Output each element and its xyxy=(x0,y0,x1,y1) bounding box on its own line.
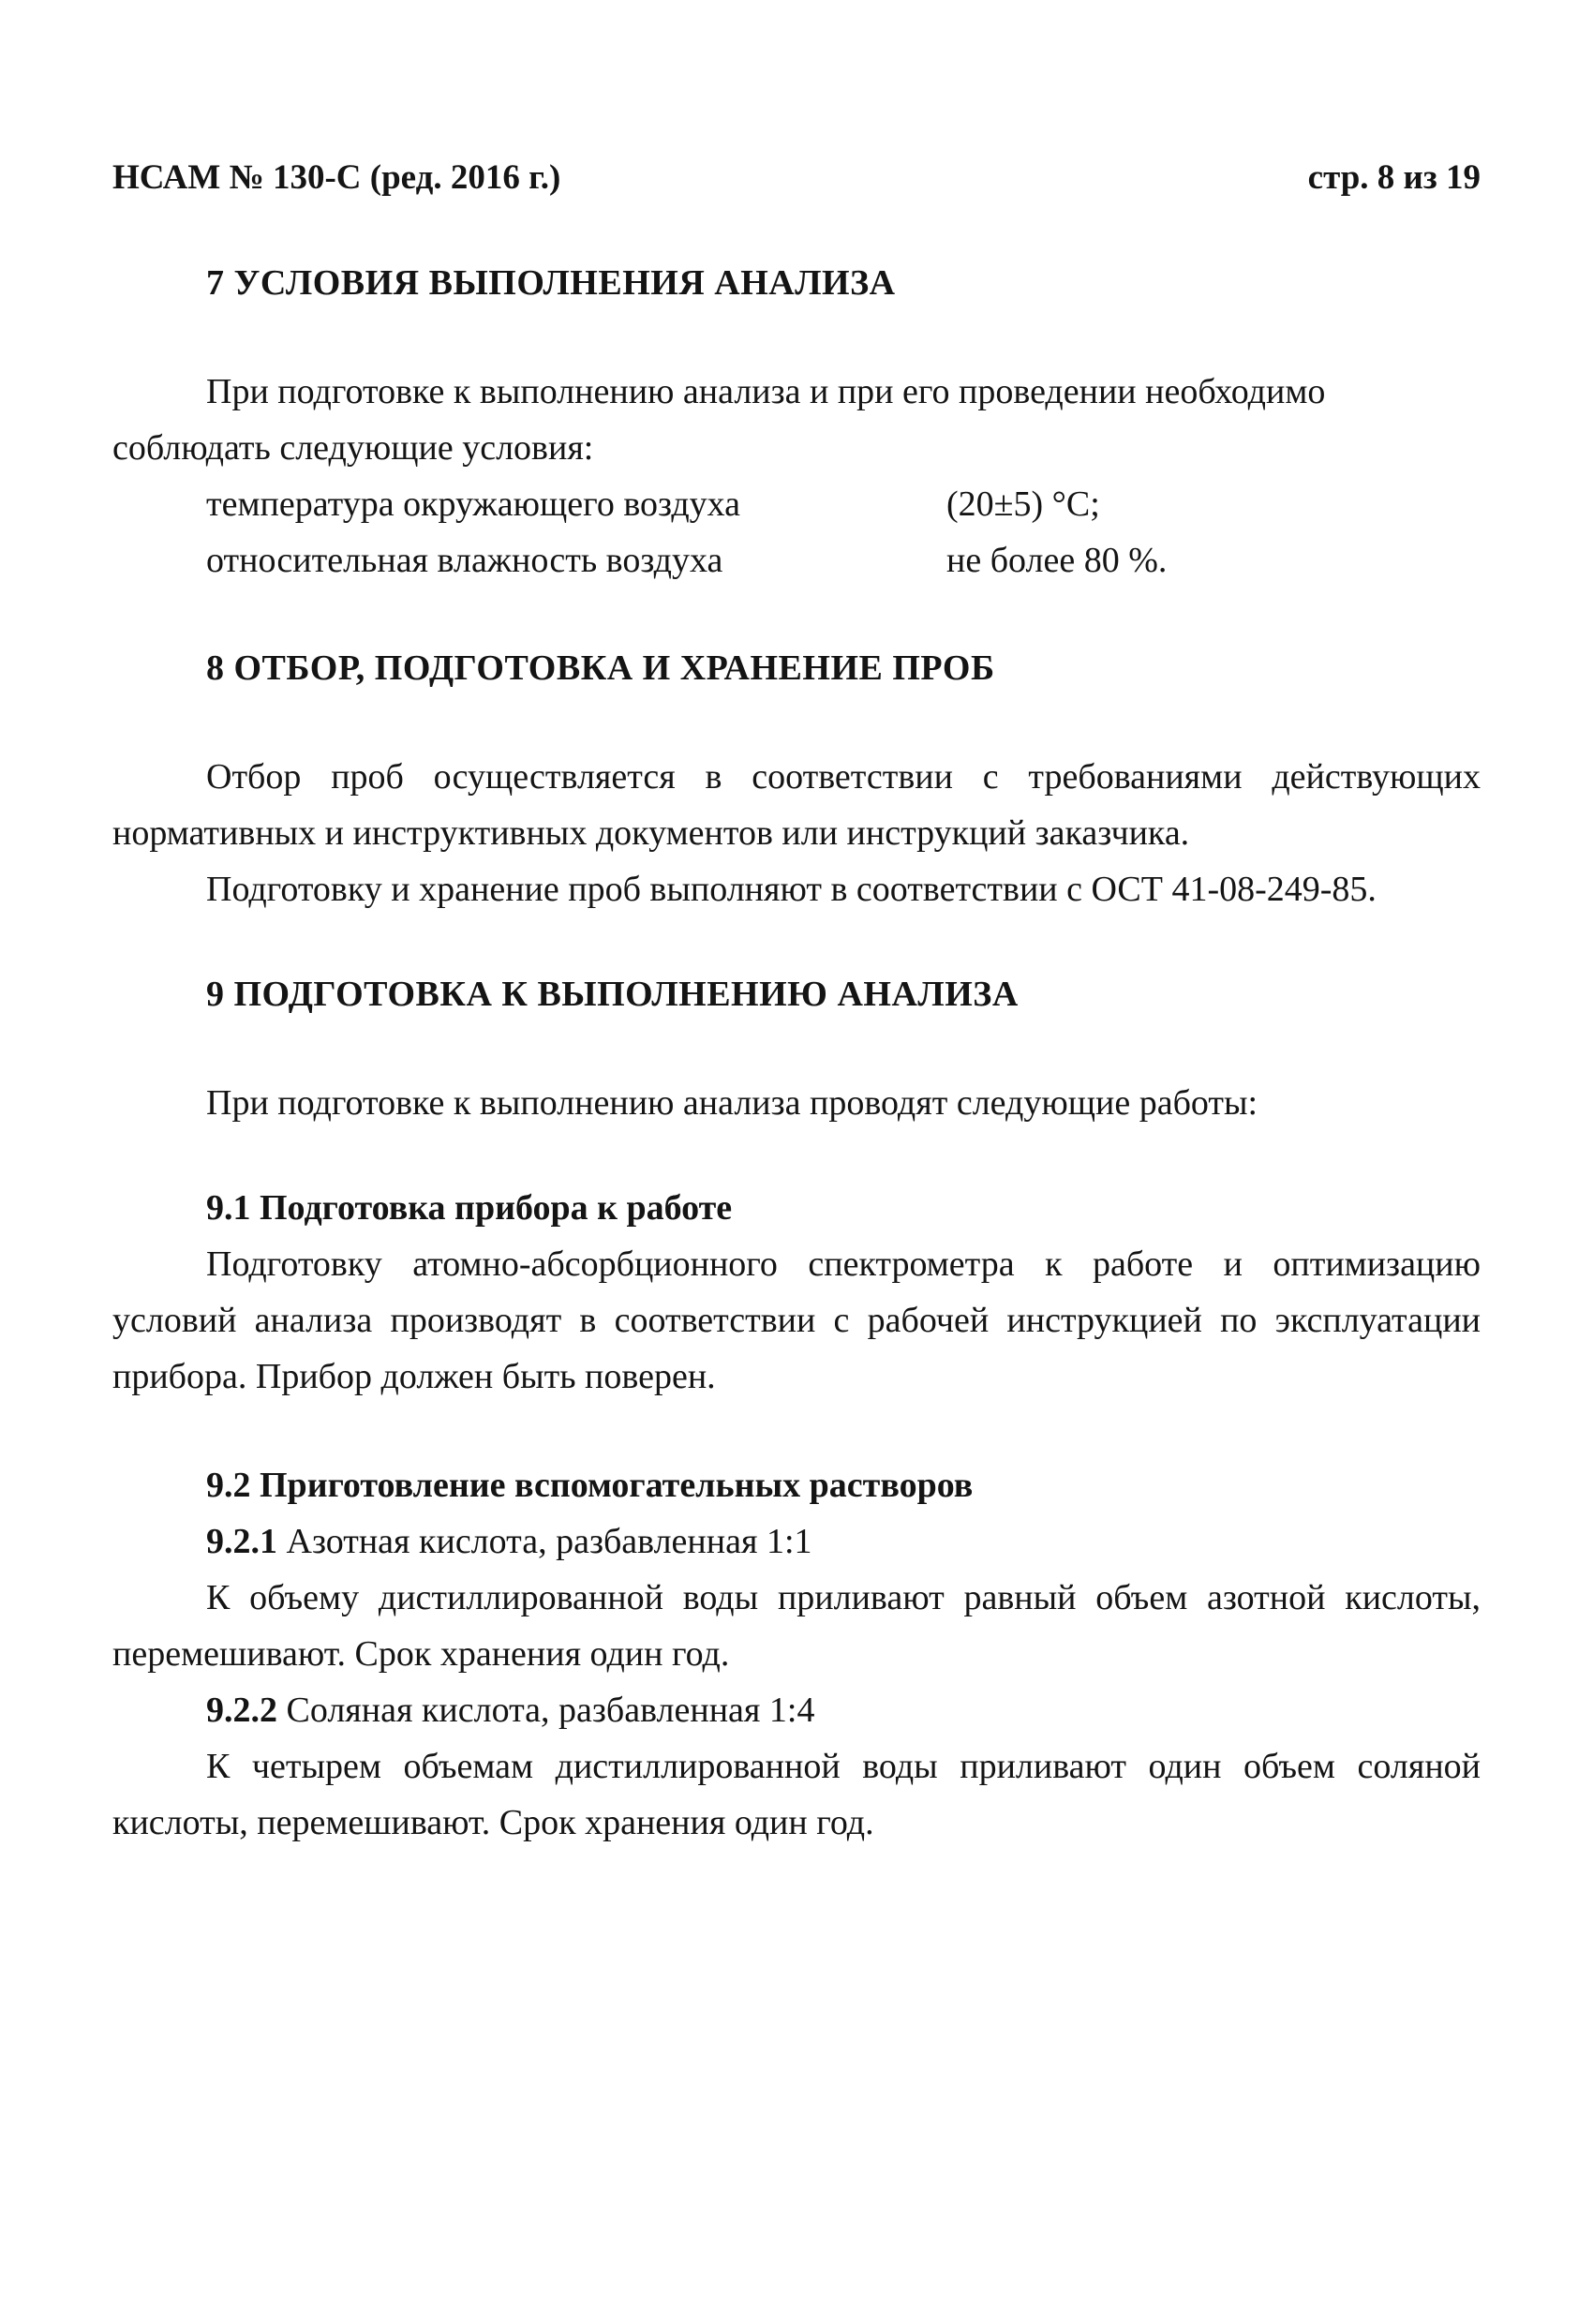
section-7-heading: 7 УСЛОВИЯ ВЫПОЛНЕНИЯ АНАЛИЗА xyxy=(206,263,896,303)
document-id: НСАМ № 130-С (ред. 2016 г.) xyxy=(112,158,561,197)
section-9-heading: 9 ПОДГОТОВКА К ВЫПОЛНЕНИЮ АНАЛИЗА xyxy=(206,975,1019,1014)
condition-value: не более 80 %. xyxy=(946,541,1168,580)
page-header xyxy=(112,157,1481,198)
condition-label: относительная влажность воздуха xyxy=(206,541,723,580)
condition-row-humidity xyxy=(112,532,1481,588)
subsection-9-2-heading: 9.2 Приготовление вспомогательных растворов xyxy=(206,1466,974,1505)
item-9-2-2-text: К четырем объемам дистиллированной воды приливают один объем соляной кислоты, перемешивают. Срок хранения один год. xyxy=(112,1747,1481,1842)
item-9-2-1-text: К объему дистиллированной воды приливают равный объем азотной кислоты, перемешивают. Срок хранения один год. xyxy=(112,1578,1481,1674)
item-9-2-1-title xyxy=(112,1513,1481,1570)
document-body xyxy=(112,255,1481,1851)
subsection-9-1-heading: 9.1 Подготовка прибора к работе xyxy=(206,1188,733,1228)
section-8-paragraph-2: Подготовку и хранение проб выполняют в соответствии с ОСТ 41-08-249-85. xyxy=(206,870,1377,909)
subsection-9-1-text: Подготовку атомно-абсорбционного спектрометра к работе и оптимизацию условий анализа производят в соответствии с рабочей инструкцией по эксплуатации прибора. Прибор должен быть поверен. xyxy=(112,1244,1481,1396)
condition-row-temperature xyxy=(112,476,1481,532)
section-8-heading: 8 ОТБОР, ПОДГОТОВКА И ХРАНЕНИЕ ПРОБ xyxy=(206,648,995,688)
condition-label: температура окружающего воздуха xyxy=(206,484,741,524)
item-number: 9.2.2 xyxy=(206,1691,277,1730)
section-8-paragraph-1: Отбор проб осуществляется в соответствии с требованиями действующих нормативных и инструктивных документов или инструкций заказчика. xyxy=(112,757,1481,853)
item-number: 9.2.1 xyxy=(206,1522,277,1561)
item-title: Азотная кислота, разбавленная 1:1 xyxy=(277,1522,812,1561)
page-number: стр. 8 из 19 xyxy=(1307,158,1481,197)
section-7-intro: При подготовке к выполнению анализа и при его проведении необходимо соблюдать следующие условия: xyxy=(112,372,1326,468)
condition-value: (20±5) °С; xyxy=(946,484,1100,524)
item-9-2-2-title xyxy=(112,1682,1481,1738)
item-title: Соляная кислота, разбавленная 1:4 xyxy=(277,1691,815,1730)
section-9-intro: При подготовке к выполнению анализа проводят следующие работы: xyxy=(206,1083,1258,1123)
